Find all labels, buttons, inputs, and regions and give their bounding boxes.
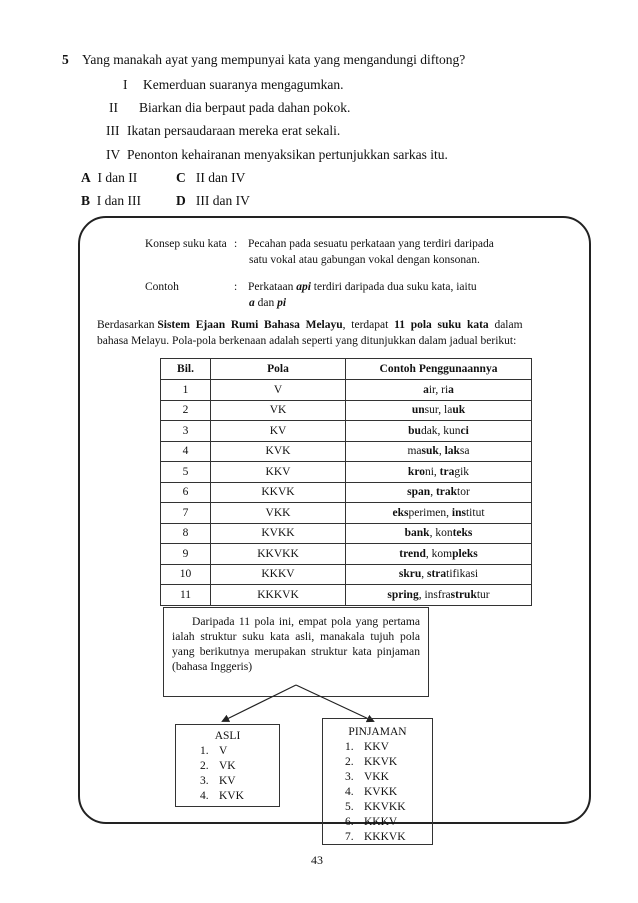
row-number: 3 [161, 421, 211, 442]
syllable-highlight: bank [404, 527, 430, 540]
syllable-highlight: trak [435, 486, 458, 499]
asli-title: ASLI [214, 730, 241, 742]
syllable-text: tifikasi [446, 568, 479, 581]
pinjaman-item: 2. KKVK [345, 756, 398, 768]
syllable-highlight: skru [398, 568, 422, 581]
syllable-text: ir, ri [428, 383, 449, 396]
pinjaman-box [322, 718, 433, 845]
pinjaman-title: PINJAMAN [348, 726, 407, 738]
row-number: 4 [161, 441, 211, 462]
syllable-highlight: spring [387, 588, 419, 601]
syllable-highlight: kro [407, 465, 425, 478]
syllable-text: , insfra [418, 588, 451, 601]
summary-note: Daripada 11 pola ini, empat pola yang pertama ialah struktur suku kata asli, manakala tujuh pola yang berikutnya merupakan struktur kata pinjaman (bahasa Inggeris) [163, 607, 429, 697]
header-bil: Bil. [161, 359, 211, 380]
syllable-highlight: un [411, 404, 425, 417]
syllable-text: titut [465, 506, 485, 519]
syllable-highlight: pleks [452, 547, 478, 560]
row-pattern: KKKV [211, 564, 346, 585]
intro-line2: bahasa Melayu. Pola-pola berkenaan adalah seperti yang ditunjukkan dalam jadual berikut: [97, 335, 517, 347]
syllable-highlight: span [407, 486, 431, 499]
syllable-text: ma [407, 445, 422, 458]
syllable-text: gik [454, 465, 470, 478]
row-number: 6 [161, 482, 211, 503]
row-number: 9 [161, 544, 211, 565]
statement-text: Kemerduan suaranya mengagumkan. [143, 77, 344, 92]
syllable-highlight: eks [392, 506, 409, 519]
asli-item: 4. KVK [200, 790, 244, 802]
option-d[interactable]: D III dan IV [176, 193, 250, 208]
example-line2: a dan pi [249, 297, 287, 309]
statement-num: IV [106, 147, 121, 162]
syllable-highlight: lak [444, 445, 460, 458]
row-pattern: KVKK [211, 523, 346, 544]
syllable-text: sur, la [424, 404, 453, 417]
syllable-highlight: ci [460, 424, 469, 437]
row-pattern: VKK [211, 503, 346, 524]
syllable-text: sa [459, 445, 470, 458]
syllable-highlight: struk [450, 588, 477, 601]
row-number: 10 [161, 564, 211, 585]
syllable-highlight: teks [452, 527, 473, 540]
option-c[interactable]: C II dan IV [176, 170, 246, 185]
syllable-highlight: suk [421, 445, 439, 458]
pinjaman-item: 4. KVKK [345, 786, 398, 798]
row-number: 5 [161, 462, 211, 483]
syllable-highlight: a [448, 383, 454, 396]
pinjaman-list [345, 740, 432, 845]
syllable-highlight: bu [408, 424, 421, 437]
statement-num: I [123, 77, 128, 92]
syllable-text: , [430, 486, 436, 499]
syllable-highlight: tra [439, 465, 455, 478]
asli-item: 2. VK [200, 760, 236, 772]
question-text: Yang manakah ayat yang mempunyai kata yang mengandungi diftong? [82, 52, 466, 67]
pinjaman-item: 6. KKKV [345, 816, 398, 828]
pinjaman-item: 7. KKKVK [345, 831, 406, 843]
row-pattern: KKV [211, 462, 346, 483]
concept-def-line1: Pecahan pada sesuatu perkataan yang terdiri daripada [248, 238, 494, 250]
syllable-text: , [438, 445, 445, 458]
row-pattern: KKVKK [211, 544, 346, 565]
header-contoh: Contoh Penggunaannya [346, 359, 532, 380]
question-number: 5 [62, 52, 69, 67]
syllable-highlight: ins [451, 506, 466, 519]
example-sep: : [234, 281, 238, 293]
pinjaman-item: 3. VKK [345, 771, 389, 783]
row-pattern: KKVK [211, 482, 346, 503]
row-number: 7 [161, 503, 211, 524]
syllable-text: tor [457, 486, 470, 499]
arrow-to-pinjaman [296, 685, 373, 721]
row-number: 2 [161, 400, 211, 421]
syllable-text: ni, [424, 465, 440, 478]
intro-line1: Berdasarkan Sistem Ejaan Rumi Bahasa Melayu, terdapat 11 pola suku kata dalam [97, 319, 523, 331]
example-line1: Perkataan api terdiri daripada dua suku kata, iaitu [248, 281, 477, 293]
asli-item: 1. V [200, 745, 228, 757]
row-pattern: KVK [211, 441, 346, 462]
option-b[interactable]: B I dan III [81, 193, 141, 208]
pinjaman-item: 1. KKV [345, 741, 389, 753]
row-number: 8 [161, 523, 211, 544]
syllable-text: tur [476, 588, 490, 601]
arrow-to-asli [223, 685, 296, 721]
asli-list [200, 744, 279, 804]
concept-sep: : [234, 238, 238, 250]
asli-box [175, 724, 280, 807]
header-pola: Pola [211, 359, 346, 380]
syllable-highlight: uk [452, 404, 466, 417]
asli-item: 3. KV [200, 775, 236, 787]
concept-label: Konsep suku kata [145, 238, 227, 250]
pinjaman-item: 5. KKVKK [345, 801, 406, 813]
statement-num: II [109, 100, 118, 115]
syllable-highlight: trend [399, 547, 426, 560]
syllable-highlight: stra [427, 568, 447, 581]
statement-text: Penonton kehairanan menyaksikan pertunjukkan sarkas itu. [127, 147, 448, 162]
row-pattern: KV [211, 421, 346, 442]
syllable-text: , kom [425, 547, 453, 560]
example-label: Contoh [145, 281, 179, 293]
statement-num: III [106, 123, 120, 138]
option-a[interactable]: A I dan II [81, 170, 138, 185]
row-pattern: VK [211, 400, 346, 421]
syllable-text: , [421, 568, 427, 581]
concept-def-line2: satu vokal atau gabungan vokal dengan konsonan. [249, 254, 480, 266]
row-pattern: KKKVK [211, 585, 346, 606]
row-number: 1 [161, 380, 211, 401]
statement-text: Biarkan dia berpaut pada dahan pokok. [139, 100, 351, 115]
syllable-text: dak, kun [420, 424, 461, 437]
statement-text: Ikatan persaudaraan mereka erat sekali. [127, 123, 341, 138]
row-pattern: V [211, 380, 346, 401]
syllable-text: perimen, [408, 506, 452, 519]
syllable-highlight: a [423, 383, 429, 396]
page-number: 43 [311, 853, 323, 867]
syllable-text: , kon [429, 527, 453, 540]
row-number: 11 [161, 585, 211, 606]
